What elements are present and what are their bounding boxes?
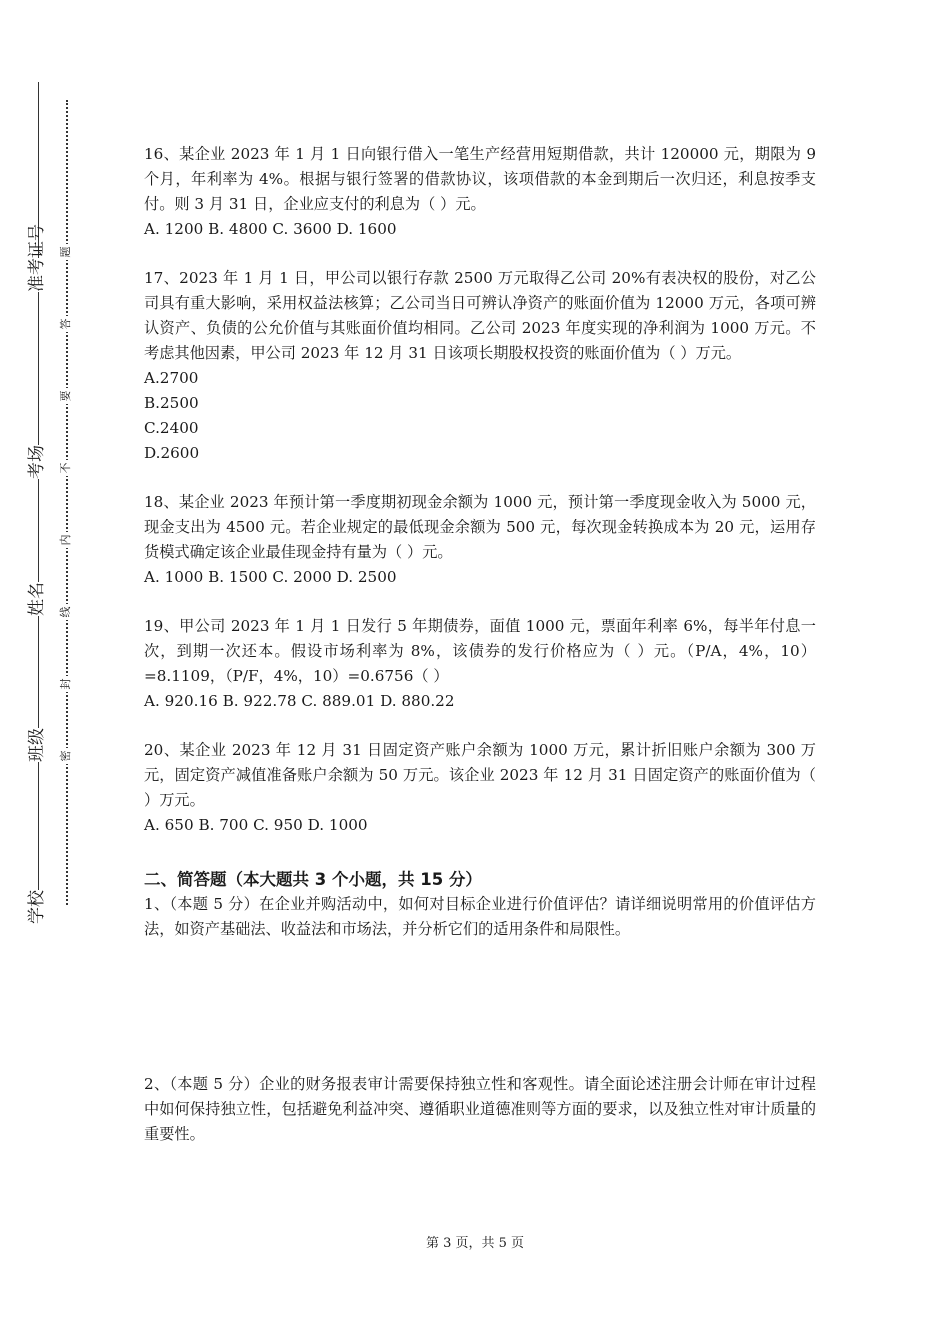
name-label: 姓名 — [20, 582, 54, 616]
question-18 — [144, 490, 816, 590]
seal-char-3: 要 — [58, 388, 74, 404]
question-stem: 16、某企业 2023 年 1 月 1 日向银行借入一笔生产经营用短期借款，共计 120000 元，期限为 9 个月，年利率为 4%。根据与银行签署的借款协议，该项借款的本金到期后一次归还，利息按季支付。则 3 月 31 日，企业应支付的利息为（ ）元。 — [144, 145, 816, 213]
question-stem: 20、某企业 2023 年 12 月 31 日固定资产账户余额为 1000 万元，累计折旧账户余额为 300 万元，固定资产减值准备账户余额为 50 万元。该企业 2023 年 12 月 31 日固定资产的账面价值为（ ）万元。 — [144, 741, 816, 809]
option-d: D.2600 — [144, 444, 200, 462]
class-label: 班级 — [20, 728, 54, 762]
section-title: 二、简答题（本大题共 3 个小题，共 15 分） — [144, 870, 482, 889]
binding-margin — [0, 0, 120, 1344]
short-answer-2: 2、（本题 5 分）企业的财务报表审计需要保持独立性和客观性。请全面论述注册会计师在审计过程中如何保持独立性，包括避免利益冲突、遵循职业道德准则等方面的要求，以及独立性对审计质量的重要性。 — [144, 1075, 816, 1143]
binding-dotted-line — [66, 100, 68, 905]
seal-char-8: 密 — [58, 748, 74, 764]
question-options: A. 920.16 B. 922.78 C. 889.01 D. 880.22 — [144, 692, 455, 710]
question-stem: 17、2023 年 1 月 1 日，甲公司以银行存款 2500 万元取得乙公司 20%有表决权的股份，对乙公司具有重大影响，采用权益法核算；乙公司当日可辨认净资产的账面价值为 12000 万元，各项可辨认资产、负债的公允价值与其账面价值均相同。乙公司 2023 年度实现的净利润为 1000 万元。不考虑其他因素，甲公司 2023 年 12 月 31 日该项长期股权投资的账面价值为（ ）万元。 — [144, 269, 816, 362]
seal-char-6: 线 — [58, 604, 74, 620]
question-options: A. 1200 B. 4800 C. 3600 D. 1600 — [144, 220, 397, 238]
option-a: A.2700 — [144, 369, 199, 387]
question-options: A. 1000 B. 1500 C. 2000 D. 2500 — [144, 568, 397, 586]
short-answer-1: 1、（本题 5 分）在企业并购活动中，如何对目标企业进行价值评估？请详细说明常用的价值评估方法，如资产基础法、收益法和市场法，并分析它们的适用条件和局限性。 — [144, 895, 816, 938]
option-c: C.2400 — [144, 419, 199, 437]
question-options: A. 650 B. 700 C. 950 D. 1000 — [144, 816, 368, 834]
question-20 — [144, 738, 816, 838]
question-stem: 18、某企业 2023 年预计第一季度期初现金余额为 1000 元，预计第一季度现金收入为 5000 元，现金支出为 4500 元。若企业规定的最低现金余额为 500 元，每次现金转换成本为 20 元，运用存货模式确定该企业最佳现金持有量为（ ）元。 — [144, 493, 816, 561]
page-footer: 第 3 页，共 5 页 — [425, 1236, 525, 1251]
exam-number-label: 准考证号 — [20, 258, 54, 292]
seal-char-7: 封 — [58, 676, 74, 692]
binding-solid-line — [38, 82, 39, 922]
seal-char-4: 不 — [58, 460, 74, 476]
seal-char-5: 内 — [58, 532, 74, 548]
option-b: B.2500 — [144, 394, 199, 412]
exam-room-label: 考场 — [20, 445, 54, 479]
school-label: 学校 — [20, 890, 54, 924]
question-16 — [144, 142, 816, 242]
question-17 — [144, 266, 816, 466]
question-19 — [144, 614, 816, 714]
question-stem: 19、甲公司 2023 年 1 月 1 日发行 5 年期债券，面值 1000 元，票面年利率 6%，每半年付息一次，到期一次还本。假设市场利率为 8%，该债券的发行价格应为（ ）元。（P/A，4%，10）=8.1109，（P/F，4%，10）=0.6756（ ） — [144, 617, 816, 685]
seal-char-1: 题 — [58, 244, 74, 260]
seal-char-2: 答 — [58, 316, 74, 332]
exam-content — [144, 142, 816, 1147]
